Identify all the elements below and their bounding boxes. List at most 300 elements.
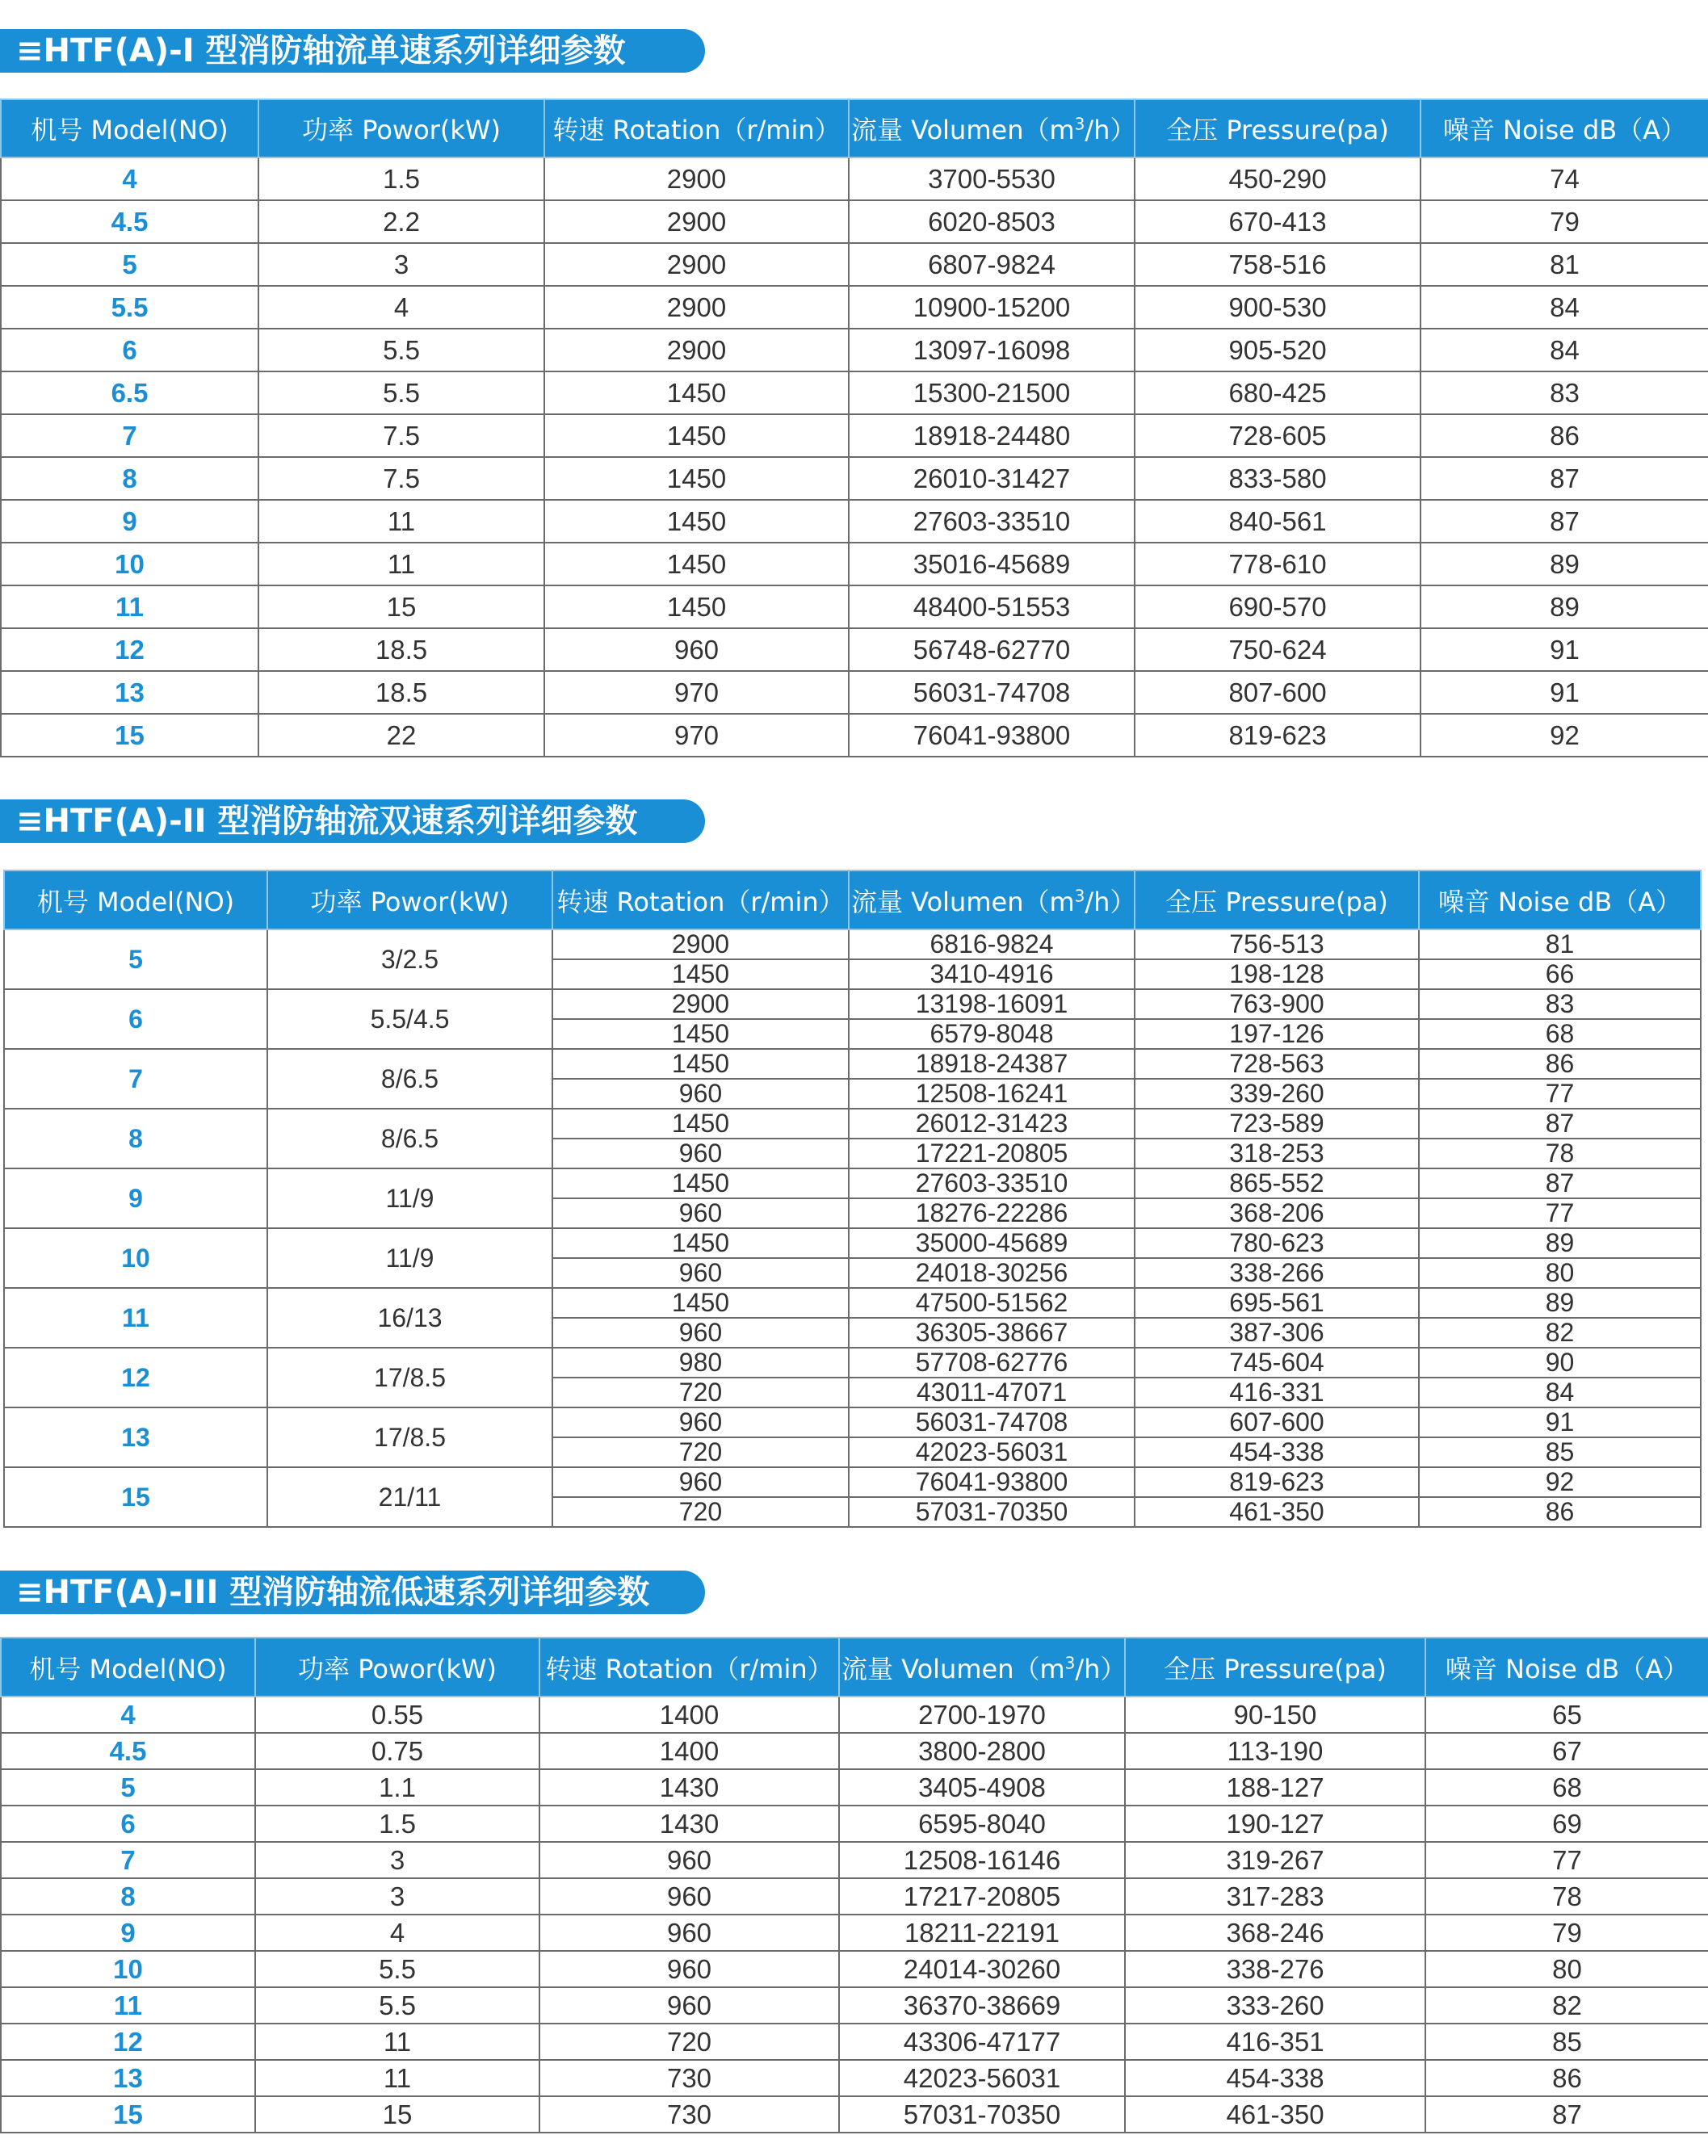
cell-noise: 82 xyxy=(1419,1318,1701,1348)
header-volume-text: 流量 Volumen（m xyxy=(851,886,1075,917)
cell-power: 22 xyxy=(258,714,544,757)
cell-power: 7.5 xyxy=(258,457,544,500)
cell-power: 11 xyxy=(258,543,544,585)
cell-pressure: 338-266 xyxy=(1135,1258,1419,1288)
header-volume-unit: /h） xyxy=(1085,886,1136,917)
cell-noise: 79 xyxy=(1421,200,1708,243)
cell-noise: 84 xyxy=(1421,329,1708,371)
cell-pressure: 197-126 xyxy=(1135,1019,1419,1049)
cell-noise: 83 xyxy=(1419,989,1701,1019)
cell-pressure: 865-552 xyxy=(1135,1168,1419,1198)
cell-model: 8 xyxy=(4,1109,267,1168)
spec-table-single-speed xyxy=(0,99,1708,757)
cell-noise: 68 xyxy=(1419,1019,1701,1049)
cell-model: 12 xyxy=(4,1348,267,1407)
cell-pressure: 339-260 xyxy=(1135,1079,1419,1109)
cell-rotation: 2900 xyxy=(552,989,849,1019)
table-body xyxy=(1,1697,1708,2133)
cell-rotation: 2900 xyxy=(552,929,849,959)
header-rotation: 转速 Rotation（r/min） xyxy=(552,870,849,929)
table-row xyxy=(4,1168,1701,1198)
cell-volume: 6579-8048 xyxy=(849,1019,1135,1049)
cell-rotation: 960 xyxy=(539,1878,839,1915)
cell-pressure: 319-267 xyxy=(1125,1842,1425,1878)
cell-volume: 56031-74708 xyxy=(849,671,1135,714)
cell-power: 5.5/4.5 xyxy=(267,989,552,1049)
cell-model: 4.5 xyxy=(1,1733,255,1769)
cell-noise: 81 xyxy=(1421,243,1708,286)
cell-power: 17/8.5 xyxy=(267,1348,552,1407)
cell-pressure: 368-246 xyxy=(1125,1915,1425,1951)
cell-noise: 77 xyxy=(1419,1198,1701,1228)
table-row xyxy=(4,1407,1701,1437)
cell-rotation: 960 xyxy=(552,1139,849,1168)
section-title: ≡HTF(A)-II 型消防轴流双速系列详细参数 xyxy=(0,799,705,843)
cell-pressure: 763-900 xyxy=(1135,989,1419,1019)
cell-volume: 36370-38669 xyxy=(839,1987,1125,2024)
cell-noise: 78 xyxy=(1425,1878,1708,1915)
cell-pressure: 454-338 xyxy=(1135,1437,1419,1467)
cell-rotation: 970 xyxy=(544,671,849,714)
cell-rotation: 960 xyxy=(552,1407,849,1437)
cell-model: 8 xyxy=(1,457,258,500)
cell-volume: 47500-51562 xyxy=(849,1288,1135,1318)
cell-noise: 90 xyxy=(1419,1348,1701,1378)
cell-power: 0.75 xyxy=(255,1733,539,1769)
table-row xyxy=(1,243,1708,286)
cell-power: 15 xyxy=(255,2096,539,2133)
cell-power: 1.5 xyxy=(258,157,544,200)
cell-rotation: 1430 xyxy=(539,1769,839,1806)
cell-power: 3/2.5 xyxy=(267,929,552,989)
cell-rotation: 1400 xyxy=(539,1697,839,1733)
cell-pressure: 695-561 xyxy=(1135,1288,1419,1318)
cell-rotation: 1450 xyxy=(552,1168,849,1198)
header-model: 机号 Model(NO) xyxy=(1,99,258,157)
cell-rotation: 1450 xyxy=(552,1288,849,1318)
cell-volume: 57031-70350 xyxy=(839,2096,1125,2133)
table-row xyxy=(1,457,1708,500)
table-row xyxy=(1,200,1708,243)
cell-model: 5 xyxy=(1,243,258,286)
cell-pressure: 680-425 xyxy=(1135,371,1421,414)
cell-volume: 35000-45689 xyxy=(849,1228,1135,1258)
cell-pressure: 819-623 xyxy=(1135,1467,1419,1497)
cell-volume: 6816-9824 xyxy=(849,929,1135,959)
table-row xyxy=(1,628,1708,671)
cell-power: 4 xyxy=(258,286,544,329)
cell-rotation: 2900 xyxy=(544,243,849,286)
cell-power: 1.5 xyxy=(255,1806,539,1842)
cell-noise: 91 xyxy=(1421,671,1708,714)
cell-volume: 26010-31427 xyxy=(849,457,1135,500)
cell-noise: 86 xyxy=(1421,414,1708,457)
cell-pressure: 454-338 xyxy=(1125,2060,1425,2096)
cell-rotation: 1450 xyxy=(552,1019,849,1049)
cell-power: 11/9 xyxy=(267,1168,552,1228)
table-row xyxy=(4,1467,1701,1497)
table-row xyxy=(4,929,1701,959)
cell-rotation: 2900 xyxy=(544,157,849,200)
cell-volume: 56748-62770 xyxy=(849,628,1135,671)
cell-noise: 92 xyxy=(1421,714,1708,757)
cell-volume: 76041-93800 xyxy=(849,1467,1135,1497)
cell-rotation: 1450 xyxy=(544,371,849,414)
cell-power: 7.5 xyxy=(258,414,544,457)
table-row xyxy=(4,1228,1701,1258)
cell-noise: 85 xyxy=(1419,1437,1701,1467)
cell-pressure: 728-563 xyxy=(1135,1049,1419,1079)
cell-volume: 24018-30256 xyxy=(849,1258,1135,1288)
cell-pressure: 416-351 xyxy=(1125,2024,1425,2060)
cell-noise: 68 xyxy=(1425,1769,1708,1806)
cell-pressure: 461-350 xyxy=(1125,2096,1425,2133)
cell-noise: 87 xyxy=(1421,457,1708,500)
cell-volume: 2700-1970 xyxy=(839,1697,1125,1733)
cell-volume: 43011-47071 xyxy=(849,1378,1135,1407)
header-volume-unit: /h） xyxy=(1085,115,1136,145)
cell-power: 18.5 xyxy=(258,628,544,671)
header-row xyxy=(4,870,1701,929)
cell-power: 8/6.5 xyxy=(267,1109,552,1168)
cell-volume: 3405-4908 xyxy=(839,1769,1125,1806)
table-row xyxy=(1,371,1708,414)
cell-noise: 92 xyxy=(1419,1467,1701,1497)
cell-model: 6 xyxy=(1,1806,255,1842)
cell-pressure: 113-190 xyxy=(1125,1733,1425,1769)
cell-power: 1.1 xyxy=(255,1769,539,1806)
cell-volume: 57708-62776 xyxy=(849,1348,1135,1378)
table-row xyxy=(1,543,1708,585)
cell-noise: 69 xyxy=(1425,1806,1708,1842)
header-volume xyxy=(849,870,1135,929)
cell-rotation: 970 xyxy=(544,714,849,757)
cell-rotation: 1450 xyxy=(552,1049,849,1079)
cell-model: 13 xyxy=(1,2060,255,2096)
cell-noise: 80 xyxy=(1419,1258,1701,1288)
cell-rotation: 2900 xyxy=(544,200,849,243)
cell-pressure: 318-253 xyxy=(1135,1139,1419,1168)
cell-rotation: 1450 xyxy=(552,1109,849,1139)
cell-noise: 82 xyxy=(1425,1987,1708,2024)
table-body xyxy=(1,157,1708,757)
cell-model: 8 xyxy=(1,1878,255,1915)
cell-pressure: 745-604 xyxy=(1135,1348,1419,1378)
cell-model: 6.5 xyxy=(1,371,258,414)
table-row xyxy=(1,1733,1708,1769)
cell-model: 6 xyxy=(4,989,267,1049)
cell-rotation: 1450 xyxy=(544,543,849,585)
cell-noise: 80 xyxy=(1425,1951,1708,1987)
cell-power: 17/8.5 xyxy=(267,1407,552,1467)
cell-pressure: 833-580 xyxy=(1135,457,1421,500)
header-volume-text: 流量 Volumen（m xyxy=(851,115,1075,145)
cell-model: 10 xyxy=(4,1228,267,1288)
cell-rotation: 1450 xyxy=(552,959,849,989)
cell-noise: 84 xyxy=(1419,1378,1701,1407)
cell-volume: 18276-22286 xyxy=(849,1198,1135,1228)
table-row xyxy=(1,714,1708,757)
header-row xyxy=(1,99,1708,157)
cell-model: 15 xyxy=(1,2096,255,2133)
cell-pressure: 317-283 xyxy=(1125,1878,1425,1915)
table-row xyxy=(1,1951,1708,1987)
cell-power: 5.5 xyxy=(255,1987,539,2024)
cell-model: 15 xyxy=(4,1467,267,1527)
cell-rotation: 960 xyxy=(539,1987,839,2024)
cell-noise: 89 xyxy=(1419,1228,1701,1258)
cell-power: 5.5 xyxy=(258,371,544,414)
cell-volume: 26012-31423 xyxy=(849,1109,1135,1139)
table-row xyxy=(1,1769,1708,1806)
cell-noise: 81 xyxy=(1419,929,1701,959)
cell-model: 4.5 xyxy=(1,200,258,243)
cell-rotation: 1450 xyxy=(544,457,849,500)
table-row xyxy=(1,2096,1708,2133)
cell-pressure: 198-128 xyxy=(1135,959,1419,989)
cell-rotation: 960 xyxy=(544,628,849,671)
cell-rotation: 960 xyxy=(539,1915,839,1951)
cell-volume: 48400-51553 xyxy=(849,585,1135,628)
cell-noise: 89 xyxy=(1419,1288,1701,1318)
cell-pressure: 807-600 xyxy=(1135,671,1421,714)
cell-pressure: 756-513 xyxy=(1135,929,1419,959)
cell-noise: 77 xyxy=(1425,1842,1708,1878)
cell-pressure: 905-520 xyxy=(1135,329,1421,371)
cell-volume: 42023-56031 xyxy=(849,1437,1135,1467)
cell-power: 5.5 xyxy=(258,329,544,371)
cell-model: 11 xyxy=(4,1288,267,1348)
cell-volume: 6807-9824 xyxy=(849,243,1135,286)
cell-noise: 67 xyxy=(1425,1733,1708,1769)
header-pressure: 全压 Pressure(pa) xyxy=(1135,99,1421,157)
cell-power: 8/6.5 xyxy=(267,1049,552,1109)
cell-power: 5.5 xyxy=(255,1951,539,1987)
cell-noise: 86 xyxy=(1419,1497,1701,1527)
table-row xyxy=(4,1348,1701,1378)
header-pressure: 全压 Pressure(pa) xyxy=(1135,870,1419,929)
cell-rotation: 960 xyxy=(552,1079,849,1109)
cell-pressure: 416-331 xyxy=(1135,1378,1419,1407)
cell-noise: 77 xyxy=(1419,1079,1701,1109)
table-row xyxy=(1,1878,1708,1915)
cell-volume: 27603-33510 xyxy=(849,1168,1135,1198)
table-row xyxy=(1,2024,1708,2060)
cell-pressure: 728-605 xyxy=(1135,414,1421,457)
table-row xyxy=(4,989,1701,1019)
cell-noise: 84 xyxy=(1421,286,1708,329)
cell-rotation: 2900 xyxy=(544,286,849,329)
cell-pressure: 819-623 xyxy=(1135,714,1421,757)
cell-pressure: 368-206 xyxy=(1135,1198,1419,1228)
table-row xyxy=(4,1049,1701,1079)
section-title: ≡HTF(A)-I 型消防轴流单速系列详细参数 xyxy=(0,29,705,73)
cell-pressure: 690-570 xyxy=(1135,585,1421,628)
cell-volume: 15300-21500 xyxy=(849,371,1135,414)
header-model: 机号 Model(NO) xyxy=(4,870,267,929)
cell-rotation: 1450 xyxy=(544,500,849,543)
cell-pressure: 90-150 xyxy=(1125,1697,1425,1733)
cell-power: 2.2 xyxy=(258,200,544,243)
cell-power: 11 xyxy=(255,2024,539,2060)
cell-pressure: 900-530 xyxy=(1135,286,1421,329)
cell-rotation: 720 xyxy=(539,2024,839,2060)
cell-model: 9 xyxy=(1,500,258,543)
cell-volume: 18918-24387 xyxy=(849,1049,1135,1079)
cell-volume: 56031-74708 xyxy=(849,1407,1135,1437)
cell-power: 11 xyxy=(255,2060,539,2096)
cell-pressure: 188-127 xyxy=(1125,1769,1425,1806)
cell-rotation: 960 xyxy=(552,1318,849,1348)
cell-rotation: 960 xyxy=(539,1842,839,1878)
table-row xyxy=(1,286,1708,329)
header-volume-unit: /h） xyxy=(1075,1653,1127,1684)
cell-volume: 10900-15200 xyxy=(849,286,1135,329)
cell-rotation: 730 xyxy=(539,2060,839,2096)
cell-power: 3 xyxy=(255,1878,539,1915)
cell-rotation: 1450 xyxy=(552,1228,849,1258)
header-rotation: 转速 Rotation（r/min） xyxy=(539,1638,839,1697)
cell-volume: 36305-38667 xyxy=(849,1318,1135,1348)
cell-pressure: 670-413 xyxy=(1135,200,1421,243)
cell-volume: 43306-47177 xyxy=(839,2024,1125,2060)
cell-noise: 89 xyxy=(1421,585,1708,628)
cell-volume: 76041-93800 xyxy=(849,714,1135,757)
header-volume xyxy=(849,99,1135,157)
cell-rotation: 730 xyxy=(539,2096,839,2133)
cell-volume: 42023-56031 xyxy=(839,2060,1125,2096)
cell-pressure: 840-561 xyxy=(1135,500,1421,543)
cell-rotation: 720 xyxy=(552,1378,849,1407)
cell-power: 21/11 xyxy=(267,1467,552,1527)
table-row xyxy=(1,585,1708,628)
cell-volume: 12508-16146 xyxy=(839,1842,1125,1878)
cell-volume: 27603-33510 xyxy=(849,500,1135,543)
table-row xyxy=(1,500,1708,543)
cell-volume: 35016-45689 xyxy=(849,543,1135,585)
cell-power: 3 xyxy=(258,243,544,286)
cell-pressure: 758-516 xyxy=(1135,243,1421,286)
header-power: 功率 Powor(kW) xyxy=(258,99,544,157)
cell-noise: 87 xyxy=(1425,2096,1708,2133)
cell-rotation: 980 xyxy=(552,1348,849,1378)
header-noise: 噪音 Noise dB（A） xyxy=(1421,99,1708,157)
cell-noise: 78 xyxy=(1419,1139,1701,1168)
table-row xyxy=(1,1915,1708,1951)
table-row xyxy=(1,1987,1708,2024)
cell-rotation: 720 xyxy=(552,1437,849,1467)
cell-rotation: 1400 xyxy=(539,1733,839,1769)
section-title: ≡HTF(A)-III 型消防轴流低速系列详细参数 xyxy=(0,1571,705,1614)
cell-model: 15 xyxy=(1,714,258,757)
cell-volume: 13198-16091 xyxy=(849,989,1135,1019)
cell-power: 16/13 xyxy=(267,1288,552,1348)
cell-volume: 3410-4916 xyxy=(849,959,1135,989)
cell-noise: 86 xyxy=(1419,1049,1701,1079)
cell-noise: 66 xyxy=(1419,959,1701,989)
cell-noise: 85 xyxy=(1425,2024,1708,2060)
cell-pressure: 750-624 xyxy=(1135,628,1421,671)
cell-volume: 24014-30260 xyxy=(839,1951,1125,1987)
cell-volume: 3700-5530 xyxy=(849,157,1135,200)
cell-model: 10 xyxy=(1,543,258,585)
table-row xyxy=(1,1697,1708,1733)
cell-pressure: 450-290 xyxy=(1135,157,1421,200)
table-row xyxy=(1,1806,1708,1842)
cell-model: 7 xyxy=(1,1842,255,1878)
cell-rotation: 960 xyxy=(552,1258,849,1288)
cell-model: 4 xyxy=(1,1697,255,1733)
cell-rotation: 1430 xyxy=(539,1806,839,1842)
cell-model: 12 xyxy=(1,628,258,671)
cell-volume: 18918-24480 xyxy=(849,414,1135,457)
cell-model: 11 xyxy=(1,585,258,628)
cell-volume: 18211-22191 xyxy=(839,1915,1125,1951)
cell-power: 3 xyxy=(255,1842,539,1878)
cell-model: 13 xyxy=(1,671,258,714)
cell-noise: 87 xyxy=(1421,500,1708,543)
spec-table-dual-speed xyxy=(3,870,1702,1528)
cell-power: 4 xyxy=(255,1915,539,1951)
cell-pressure: 607-600 xyxy=(1135,1407,1419,1437)
cell-rotation: 2900 xyxy=(544,329,849,371)
cell-model: 7 xyxy=(1,414,258,457)
cell-rotation: 1450 xyxy=(544,414,849,457)
header-power: 功率 Powor(kW) xyxy=(255,1638,539,1697)
header-model: 机号 Model(NO) xyxy=(1,1638,255,1697)
header-volume xyxy=(839,1638,1125,1697)
cell-noise: 87 xyxy=(1419,1109,1701,1139)
cell-power: 0.55 xyxy=(255,1697,539,1733)
table-row xyxy=(1,2060,1708,2096)
cell-rotation: 1450 xyxy=(544,585,849,628)
table-row xyxy=(1,157,1708,200)
header-rotation: 转速 Rotation（r/min） xyxy=(544,99,849,157)
header-volume-exponent: 3 xyxy=(1064,1652,1076,1672)
cell-rotation: 960 xyxy=(552,1198,849,1228)
cell-rotation: 720 xyxy=(552,1497,849,1527)
cell-volume: 57031-70350 xyxy=(849,1497,1135,1527)
cell-noise: 91 xyxy=(1421,628,1708,671)
cell-model: 9 xyxy=(1,1915,255,1951)
cell-power: 11/9 xyxy=(267,1228,552,1288)
table-row xyxy=(1,414,1708,457)
cell-model: 5 xyxy=(1,1769,255,1806)
cell-pressure: 780-623 xyxy=(1135,1228,1419,1258)
cell-model: 12 xyxy=(1,2024,255,2060)
cell-volume: 17217-20805 xyxy=(839,1878,1125,1915)
cell-model: 11 xyxy=(1,1987,255,2024)
cell-model: 4 xyxy=(1,157,258,200)
cell-pressure: 723-589 xyxy=(1135,1109,1419,1139)
cell-model: 7 xyxy=(4,1049,267,1109)
cell-noise: 91 xyxy=(1419,1407,1701,1437)
cell-pressure: 387-306 xyxy=(1135,1318,1419,1348)
cell-power: 11 xyxy=(258,500,544,543)
cell-pressure: 461-350 xyxy=(1135,1497,1419,1527)
cell-noise: 89 xyxy=(1421,543,1708,585)
cell-volume: 13097-16098 xyxy=(849,329,1135,371)
cell-model: 5 xyxy=(4,929,267,989)
header-noise: 噪音 Noise dB（A） xyxy=(1425,1638,1708,1697)
cell-pressure: 190-127 xyxy=(1125,1806,1425,1842)
cell-noise: 65 xyxy=(1425,1697,1708,1733)
cell-noise: 74 xyxy=(1421,157,1708,200)
cell-power: 15 xyxy=(258,585,544,628)
header-noise: 噪音 Noise dB（A） xyxy=(1419,870,1701,929)
cell-volume: 3800-2800 xyxy=(839,1733,1125,1769)
header-volume-exponent: 3 xyxy=(1074,114,1085,134)
